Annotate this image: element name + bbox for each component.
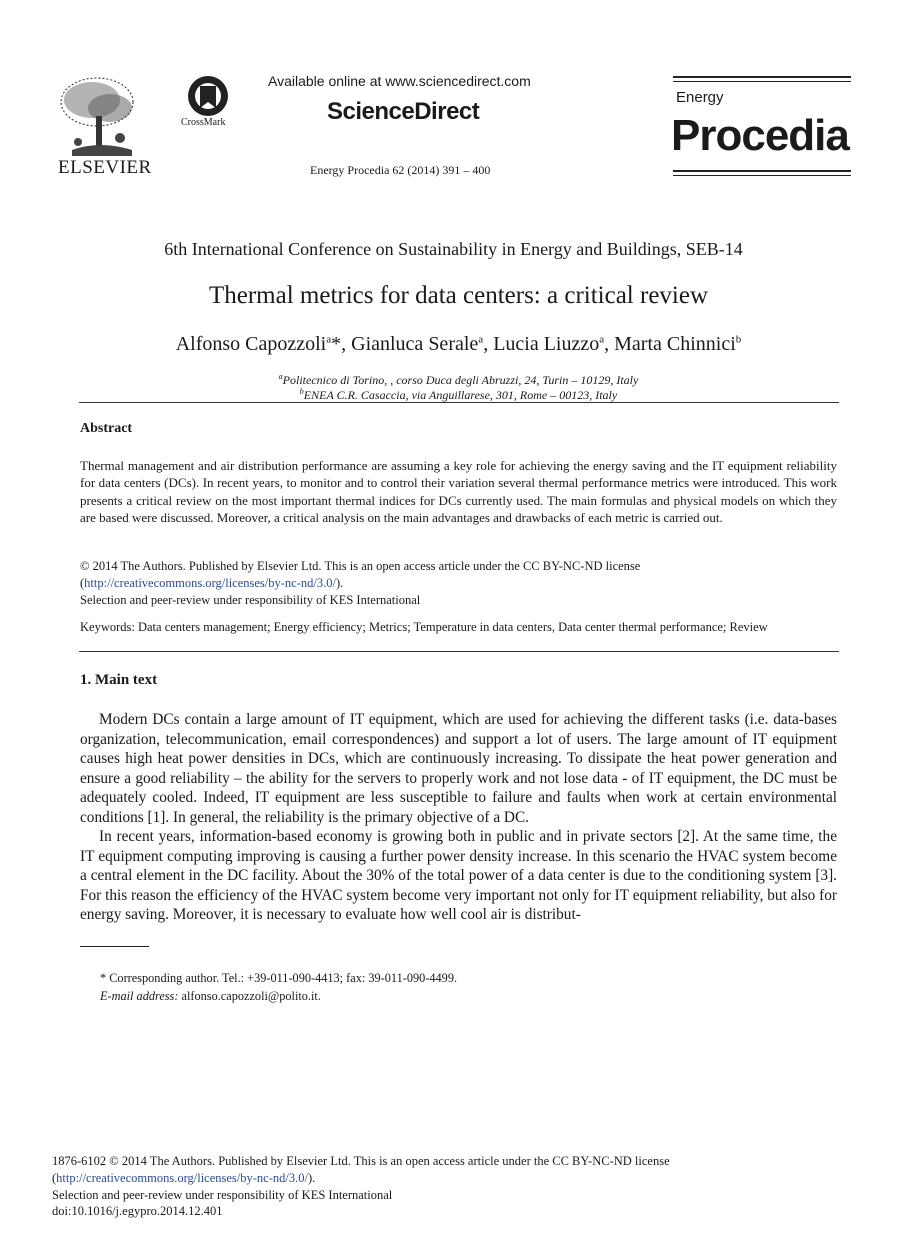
author-name: Marta Chinnici — [614, 333, 736, 355]
affiliation-text: Politecnico di Torino, , corso Duca degli Abruzzi, 24, Turin – 10129, Italy — [282, 373, 639, 387]
paper-title: Thermal metrics for data centers: a critical review — [208, 282, 709, 309]
section-heading: 1. Main text — [80, 672, 158, 688]
license-paren-open: ( — [52, 1171, 57, 1185]
sciencedirect-brand[interactable]: ScienceDirect — [327, 98, 480, 125]
author-name: Alfonso Capozzoli — [175, 333, 327, 355]
journal-name-line1: Energy — [676, 89, 724, 106]
affiliation-mark: a — [278, 372, 283, 381]
license-paren-close: ). — [307, 1171, 316, 1185]
abstract-bottom-rule — [79, 651, 839, 652]
author-affiliation-mark: a — [478, 333, 484, 346]
email-label: E-mail address: — [100, 989, 179, 1003]
body-paragraph-2: In recent years, information-based economy is growing both in public and in private sectors [2]. At the same time, the IT equipment computing improving is causing a further power density increase. In this scenario the HVAC system become a central element in the DC facility. About the 30% of the total power of a data center is due to the conditioning system [3]. For this reason the efficiency of the HVAC system become very important not only for IT equipment reliability, but also for energy saving. Moreover, it is necessary to evaluate how well cool air is distribut- — [80, 828, 837, 924]
journal-name-line2: Procedia — [671, 111, 849, 160]
journal-rule-bottom — [673, 170, 851, 172]
author-affiliation-mark: a — [326, 333, 332, 346]
abstract-text: Thermal management and air distribution performance are assuming a key role for achieving the energy saving and the IT equipment reliability for data centers (DCs). In recent years, to monitor and to control their variation several thermal performance metrics were introduced. This work presents a critical review on the most important thermal indices for DCs currently used. The main formulas and physical models on which they are based were discussed. Moreover, a critical analysis on the main advantages and drawbacks of each metric is carried out. — [80, 458, 837, 526]
journal-rule-top-thin — [673, 81, 851, 82]
license-paren-open: ( — [80, 576, 85, 590]
footer-peer-review: Selection and peer-review under responsibility of KES International — [52, 1188, 393, 1202]
doi[interactable]: doi:10.1016/j.egypro.2014.12.401 — [52, 1204, 223, 1218]
crossmark-label: CrossMark — [181, 117, 226, 128]
affiliation-text: ENEA C.R. Casaccia, via Anguillarese, 301, Rome – 00123, Italy — [303, 388, 618, 402]
author-affiliation-mark: a — [599, 333, 605, 346]
elsevier-wordmark: ELSEVIER — [58, 157, 152, 178]
available-online-text: Available online at www.sciencedirect.com — [268, 73, 531, 89]
email-note — [100, 989, 321, 1004]
abstract-heading: Abstract — [80, 421, 133, 436]
email-address[interactable]: alfonso.capozzoli@polito.it. — [181, 989, 321, 1003]
peer-review-line: Selection and peer-review under responsibility of KES International — [80, 593, 421, 607]
corresponding-mark: * — [331, 333, 342, 355]
journal-rule-top — [673, 76, 851, 78]
corresponding-author-note: * Corresponding author. Tel.: +39-011-090-4413; fax: 39-011-090-4499. — [100, 971, 458, 985]
journal-rule-bottom-thin — [673, 175, 851, 176]
author-affiliation-mark: b — [735, 333, 742, 346]
affiliation-b — [0, 387, 907, 403]
license-paren-close: ). — [335, 576, 344, 590]
license-link[interactable]: http://creativecommons.org/licenses/by-nc-nd/3.0/ — [84, 576, 336, 590]
body-paragraph-1: Modern DCs contain a large amount of IT equipment, which are used for achieving the different tasks (i.e. data-bases organization, telecommunication, email correspondences) and support a lot of users. The large amount of IT equipment causes high heat power densities in DCs, which are continuously increasing. To dissipate the heat power generation and ensure a good reliability – the ability for the servers to properly work and not lose data - of IT equipment, the DC must be adequately cooled. Indeed, IT equipment are less susceptible to failure and faults when work at certain environmental conditions [1]. In general, the reliability is the primary objective of a DC. — [80, 711, 837, 826]
abstract-top-rule — [79, 402, 839, 403]
author-name: Gianluca Serale — [351, 333, 479, 355]
journal-citation: Energy Procedia 62 (2014) 391 – 400 — [310, 163, 491, 177]
author-name: Lucia Liuzzo — [493, 333, 600, 355]
footnote-rule — [80, 946, 149, 947]
copyright-line: © 2014 The Authors. Published by Elsevier Ltd. This is an open access article under the CC BY-NC-ND license — [80, 559, 641, 573]
footer-license-link[interactable]: http://creativecommons.org/licenses/by-nc-nd/3.0/ — [56, 1171, 308, 1185]
footer-license-line — [52, 1170, 315, 1187]
affiliation-a — [0, 372, 907, 388]
conference-name: 6th International Conference on Sustainability in Energy and Buildings, SEB-14 — [164, 239, 743, 259]
affiliation-mark: b — [299, 387, 304, 396]
issn-copyright-line: 1876-6102 © 2014 The Authors. Published by Elsevier Ltd. This is an open access article under the CC BY-NC-ND license — [52, 1154, 670, 1168]
author-list: Alfonso Capozzoli$^a$*, Gianluca Serale$^a$, Lucia Liuzzo$^a$, Marta Chinnici$^b$ — [175, 333, 742, 355]
keywords: Keywords: Data centers management; Energy efficiency; Metrics; Temperature in data centers, Data center thermal performance; Review — [80, 620, 768, 634]
license-line — [80, 575, 343, 592]
